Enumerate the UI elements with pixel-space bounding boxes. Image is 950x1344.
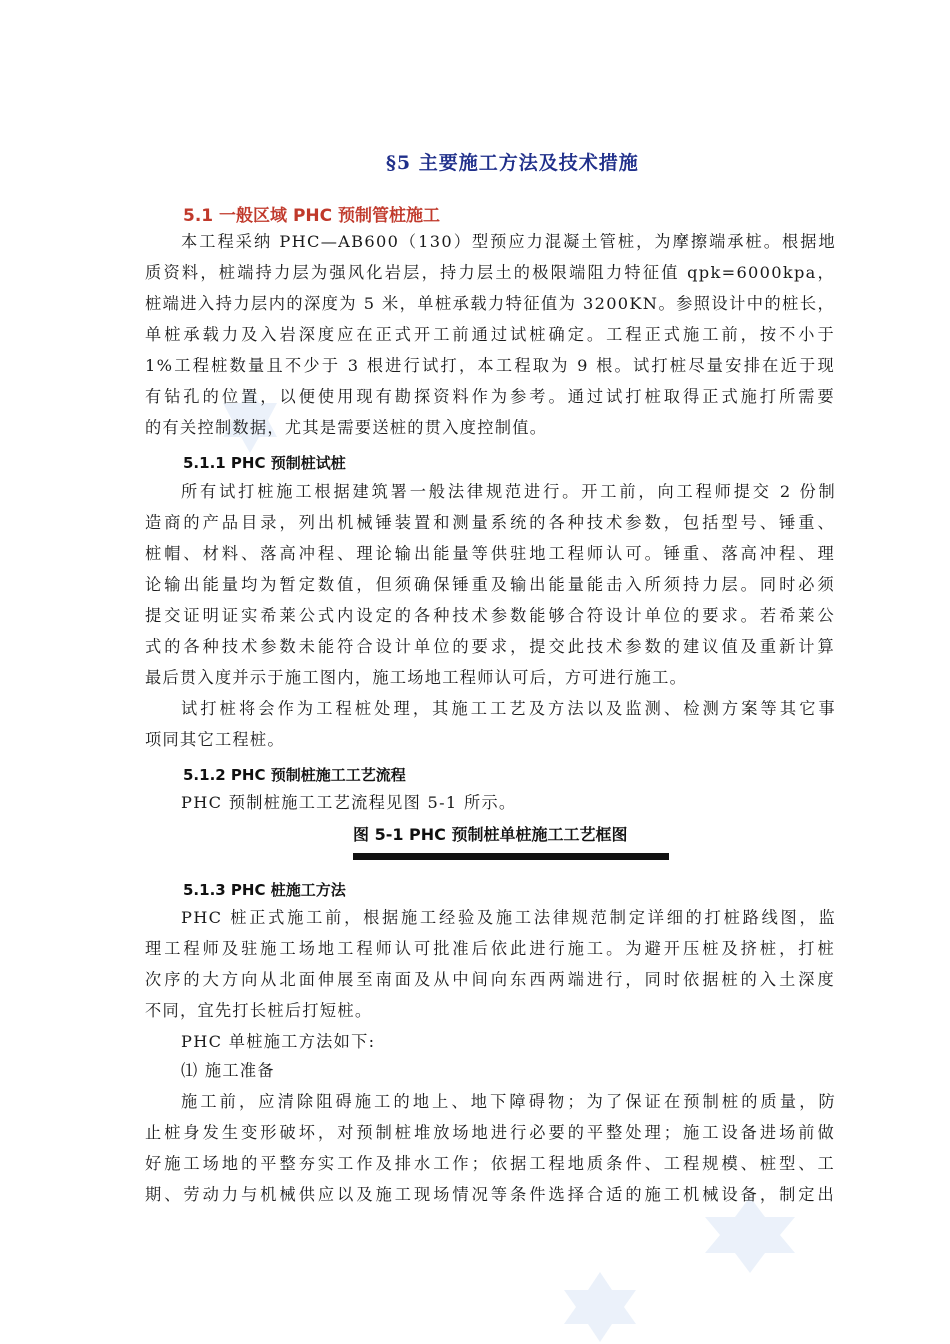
paragraph-line: 论输出能量均为暂定数值，但须确保锤重及输出能量能击入所须持力层。同时必须 xyxy=(145,575,835,594)
paragraph-line: PHC 预制桩施工工艺流程见图 5-1 所示。 xyxy=(181,793,517,812)
figure-caption-underline xyxy=(353,853,669,860)
paragraph-line: 的有关控制数据，尤其是需要送桩的贯入度控制值。 xyxy=(145,418,548,437)
section-5-1-1-title: 5.1.1 PHC 预制桩试桩 xyxy=(183,454,346,472)
figure-caption: 图 5-1 PHC 预制桩单桩施工工艺框图 xyxy=(353,825,628,844)
paragraph-line: 造商的产品目录，列出机械锤装置和测量系统的各种技术参数，包括型号、锤重、 xyxy=(145,513,835,532)
paragraph-line: 次序的大方向从北面伸展至南面及从中间向东西两端进行，同时依据桩的入土深度 xyxy=(145,970,835,989)
paragraph-line: 最后贯入度并示于施工图内，施工场地工程师认可后，方可进行施工。 xyxy=(145,668,688,687)
paragraph-line: 不同，宜先打长桩后打短桩。 xyxy=(145,1001,373,1020)
paragraph-line: 质资料，桩端持力层为强风化岩层，持力层土的极限端阻力特征值 qpk=6000kpa， xyxy=(145,263,835,282)
section-5-1-title: 5.1 一般区域 PHC 预制管桩施工 xyxy=(183,206,441,226)
section-5-1-3-title: 5.1.3 PHC 桩施工方法 xyxy=(183,881,346,899)
paragraph-line: 本工程采纳 PHC—AB600（130）型预应力混凝土管桩，为摩擦端承桩。根据地 xyxy=(181,232,836,251)
paragraph-line: 单桩承载力及入岩深度应在正式开工前通过试桩确定。工程正式施工前，按不小于 xyxy=(145,325,835,344)
paragraph-line: 止桩身发生变形破坏，对预制桩堆放场地进行必要的平整处理；施工设备进场前做 xyxy=(145,1123,835,1142)
paragraph-line: 期、劳动力与机械供应以及施工现场情况等条件选择合适的施工机械设备，制定出 xyxy=(145,1185,835,1204)
paragraph-line: PHC 桩正式施工前，根据施工经验及施工法律规范制定详细的打桩路线图，监 xyxy=(181,908,836,927)
paragraph-line: 试打桩将会作为工程桩处理，其施工工艺及方法以及监测、检测方案等其它事 xyxy=(181,699,836,718)
paragraph-line: 所有试打桩施工根据建筑署一般法律规范进行。开工前，向工程师提交 2 份制 xyxy=(181,482,836,501)
paragraph-line: 桩帽、材料、落高冲程、理论输出能量等供驻地工程师认可。锤重、落高冲程、理 xyxy=(145,544,835,563)
paragraph-line: 施工前，应清除阻碍施工的地上、地下障碍物；为了保证在预制桩的质量，防 xyxy=(181,1092,836,1111)
paragraph-line: PHC 单桩施工方法如下: xyxy=(181,1032,376,1051)
step-heading: ⑴ 施工准备 xyxy=(181,1061,275,1080)
paragraph-line: 有钻孔的位置，以便使用现有勘探资料作为参考。通过试打桩取得正式施打所需要 xyxy=(145,387,835,406)
watermark-snowflake-icon xyxy=(560,1270,640,1344)
paragraph-line: 式的各种技术参数未能符合设计单位的要求，提交此技术参数的建议值及重新计算 xyxy=(145,637,835,656)
paragraph-line: 理工程师及驻施工场地工程师认可批准后依此进行施工。为避开压桩及挤桩，打桩 xyxy=(145,939,835,958)
paragraph-line: 1%工程桩数量且不少于 3 根进行试打，本工程取为 9 根。试打桩尽量安排在近于现 xyxy=(145,356,835,375)
page-heading: §5 主要施工方法及技术措施 xyxy=(386,152,639,174)
paragraph-line: 好施工场地的平整夯实工作及排水工作；依据工程地质条件、工程规模、桩型、工 xyxy=(145,1154,835,1173)
watermark-snowflake-icon xyxy=(695,1195,805,1275)
paragraph-line: 桩端进入持力层内的深度为 5 米，单桩承载力特征值为 3200KN。参照设计中的桩长， xyxy=(145,294,835,313)
paragraph-line: 项同其它工程桩。 xyxy=(145,730,285,749)
section-5-1-2-title: 5.1.2 PHC 预制桩施工工艺流程 xyxy=(183,766,406,784)
paragraph-line: 提交证明证实希莱公式内设定的各种技术参数能够合符设计单位的要求。若希莱公 xyxy=(145,606,835,625)
